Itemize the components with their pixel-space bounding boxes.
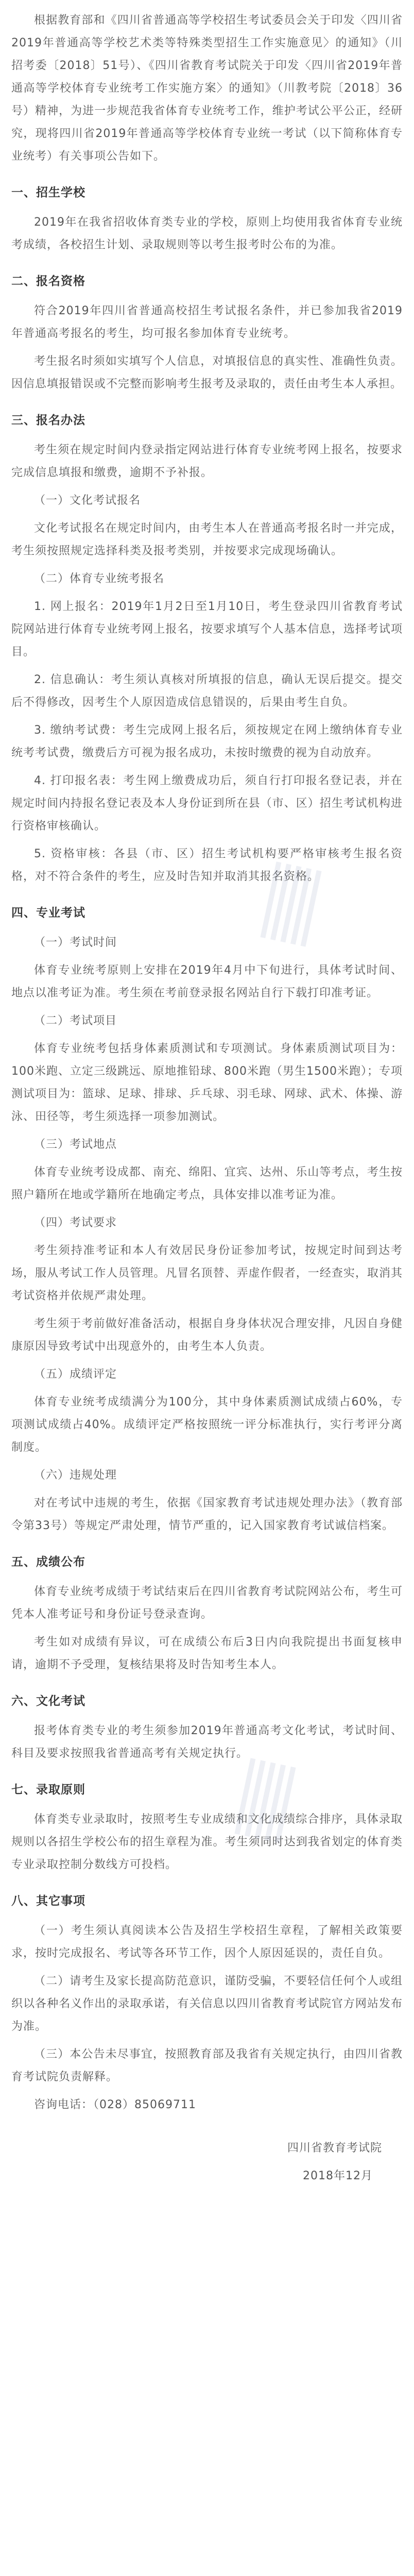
section-paragraph: 4. 打印报名表：考生网上缴费成功后，须自行打印报名登记表，并在规定时间内持报名登记表及本人身份证到所在县（市、区）招生考试机构进行资格审核确认。 [11,774,403,833]
section-paragraph: （一）考生须认真阅读本公告及招生学校招生章程，了解相关政策要求，按时完成报名、考试等各环节工作，因个人原因延误的，责任自负。 [11,1924,403,1960]
signature: 四川省教育考试院 [287,2142,382,2155]
section-paragraph: 文化考试报名在规定时间内，由考生本人在普通高考报名时一并完成，考生须按照规定选择科类及报考类别，并按要求完成现场确认。 [11,522,403,557]
section-paragraph: 体育专业统考成绩满分为100分，其中身体素质测试成绩占60%，专项测试成绩占40%。成绩评定严格按照统一评分标准执行，实行考评分离制度。 [11,1396,403,1454]
section-paragraph: （六）违规处理 [34,1469,117,1482]
section-heading: 六、文化考试 [11,1694,85,1708]
section-paragraph: 体育专业统考设成都、南充、绵阳、宜宾、达州、乐山等考点，考生按照户籍所在地或学籍所在地确定考点，具体安排以准考证为准。 [11,1166,403,1201]
section-paragraph: （二）体育专业统考报名 [34,572,165,585]
issue-date: 2018年12月 [303,2170,373,2182]
section-paragraph: 对在考试中违规的考生，依据《国家教育考试违规处理办法》（教育部令第33号）等规定严肃处理，情节严重的，记入国家教育考试诚信档案。 [11,1497,403,1532]
section-paragraph: 5. 资格审核：各县（市、区）招生考试机构要严格审核考生报名资格，对不符合条件的考生，应及时告知并取消其报名资格。 [11,848,403,883]
section-paragraph: （三）本公告未尽事宜，按照教育部及我省有关规定执行，由四川省教育考试院负责解释。 [11,2048,403,2083]
section-paragraph: 考生须持准考证和本人有效居民身份证参加考试，按规定时间到达考场，服从考试工作人员管理。凡冒名顶替、弄虚作假者，一经查实，取消其考试资格并依规严肃处理。 [11,1244,403,1302]
section-paragraph: 考生须于考前做好准备活动，根据自身身体状况合理安排，凡因自身健康原因导致考试中出现意外的，由考生本人负责。 [11,1317,403,1353]
section-paragraph: 1. 网上报名：2019年1月2日至1月10日，考生登录四川省教育考试院网站进行体育专业统考网上报名，按要求填写个人基本信息，选择考试项目。 [11,600,403,658]
section-paragraph: 咨询电话：（028）85069711 [34,2098,196,2111]
section-heading: 三、报名办法 [11,414,85,427]
section-paragraph: 符合2019年四川省普通高校招生考试报名条件，并已参加我省2019年普通高考报名的考生，均可报名参加体育专业统考。 [11,304,403,340]
section-paragraph: 2019年在我省招收体育类专业的学校，原则上均使用我省体育专业统考成绩，各校招生计划、录取规则等以考生报考时公布的为准。 [11,216,403,251]
section-paragraph: （四）考试要求 [34,1216,117,1229]
section-heading: 五、成绩公布 [11,1555,85,1569]
section-paragraph: 考生如对成绩有异议，可在成绩公布后3日内向我院提出书面复核申请，逾期不予受理，复核结果将及时告知考生本人。 [11,1636,403,1671]
section-paragraph: （二）请考生及家长提高防范意识，谨防受骗，不要轻信任何个人或组织以各种名义作出的录取承诺，有关信息以四川省教育考试院官方网站发布为准。 [11,1975,403,2033]
section-paragraph: 体育专业统考原则上安排在2019年4月中下旬进行，具体考试时间、地点以准考证为准。考生须在考前登录报名网站自行下载打印准考证。 [11,964,403,999]
section-heading: 二、报名资格 [11,275,85,288]
section-paragraph: 考生报名时须如实填写个人信息，对填报信息的真实性、准确性负责。因信息填报错误或不完整而影响考生报考及录取的，责任由考生本人承担。 [11,355,403,391]
section-paragraph: 报考体育类专业的考生须参加2019年普通高考文化考试，考试时间、科目及要求按照我省普通高考有关规定执行。 [11,1724,403,1760]
section-heading: 四、专业考试 [11,906,85,920]
section-paragraph: 体育专业统考成绩于考试结束后在四川省教育考试院网站公布，考生可凭本人准考证号和身份证号登录查询。 [11,1585,403,1621]
intro-paragraph: 根据教育部和《四川省普通高等学校招生考试委员会关于印发〈四川省2019年普通高等学校艺术类等特殊类型招生工作实施意见〉的通知》（川招考委〔2018〕51号）、《四川省教育考试院关于印发〈四川省2019年普通高等学校体育专业统考工作实施方案〉的通知》（川教考院〔2018〕36号）精神，为进一步规范我省体育专业统考工作，维护考试公平公正，经研究，现将四川省2019年普通高等学校体育专业统一考试（以下简称体育专业统考）有关事项公告如下。 [11,14,403,163]
section-paragraph: 2. 信息确认：考生须认真核对所填报的信息，确认无误后提交。提交后不得修改，因考生个人原因造成信息错误的，后果由考生自负。 [11,673,403,709]
section-paragraph: （一）考试时间 [34,936,117,949]
section-paragraph: （二）考试项目 [34,1014,117,1027]
section-paragraph: （一）文化考试报名 [34,494,141,507]
section-paragraph: 考生须在规定时间内登录指定网站进行体育专业统考网上报名，按要求完成信息填报和缴费，逾期不予补报。 [11,444,403,479]
section-heading: 八、其它事项 [11,1894,85,1908]
section-heading: 七、录取原则 [11,1783,85,1797]
section-paragraph: （五）成绩评定 [34,1368,117,1381]
section-paragraph: 3. 缴纳考试费：考生完成网上报名后，须按规定在网上缴纳体育专业统考考试费，缴费后方可视为报名成功，未按时缴费的视为自动放弃。 [11,724,403,759]
section-heading: 一、招生学校 [11,186,85,199]
section-paragraph: 体育专业统考包括身体素质测试和专项测试。身体素质测试项目为：100米跑、立定三级跳远、原地推铅球、800米跑（男生1500米跑）；专项测试项目为：篮球、足球、排球、乒乓球、羽毛球、网球、武术、体操、游泳、田径等，考生须选择一项参加测试。 [11,1042,403,1123]
section-paragraph: 体育类专业录取时，按照考生专业成绩和文化成绩综合排序，具体录取规则以各招生学校公布的招生章程为准。考生须同时达到我省划定的体育类专业录取控制分数线方可投档。 [11,1813,403,1871]
section-paragraph: （三）考试地点 [34,1138,117,1151]
